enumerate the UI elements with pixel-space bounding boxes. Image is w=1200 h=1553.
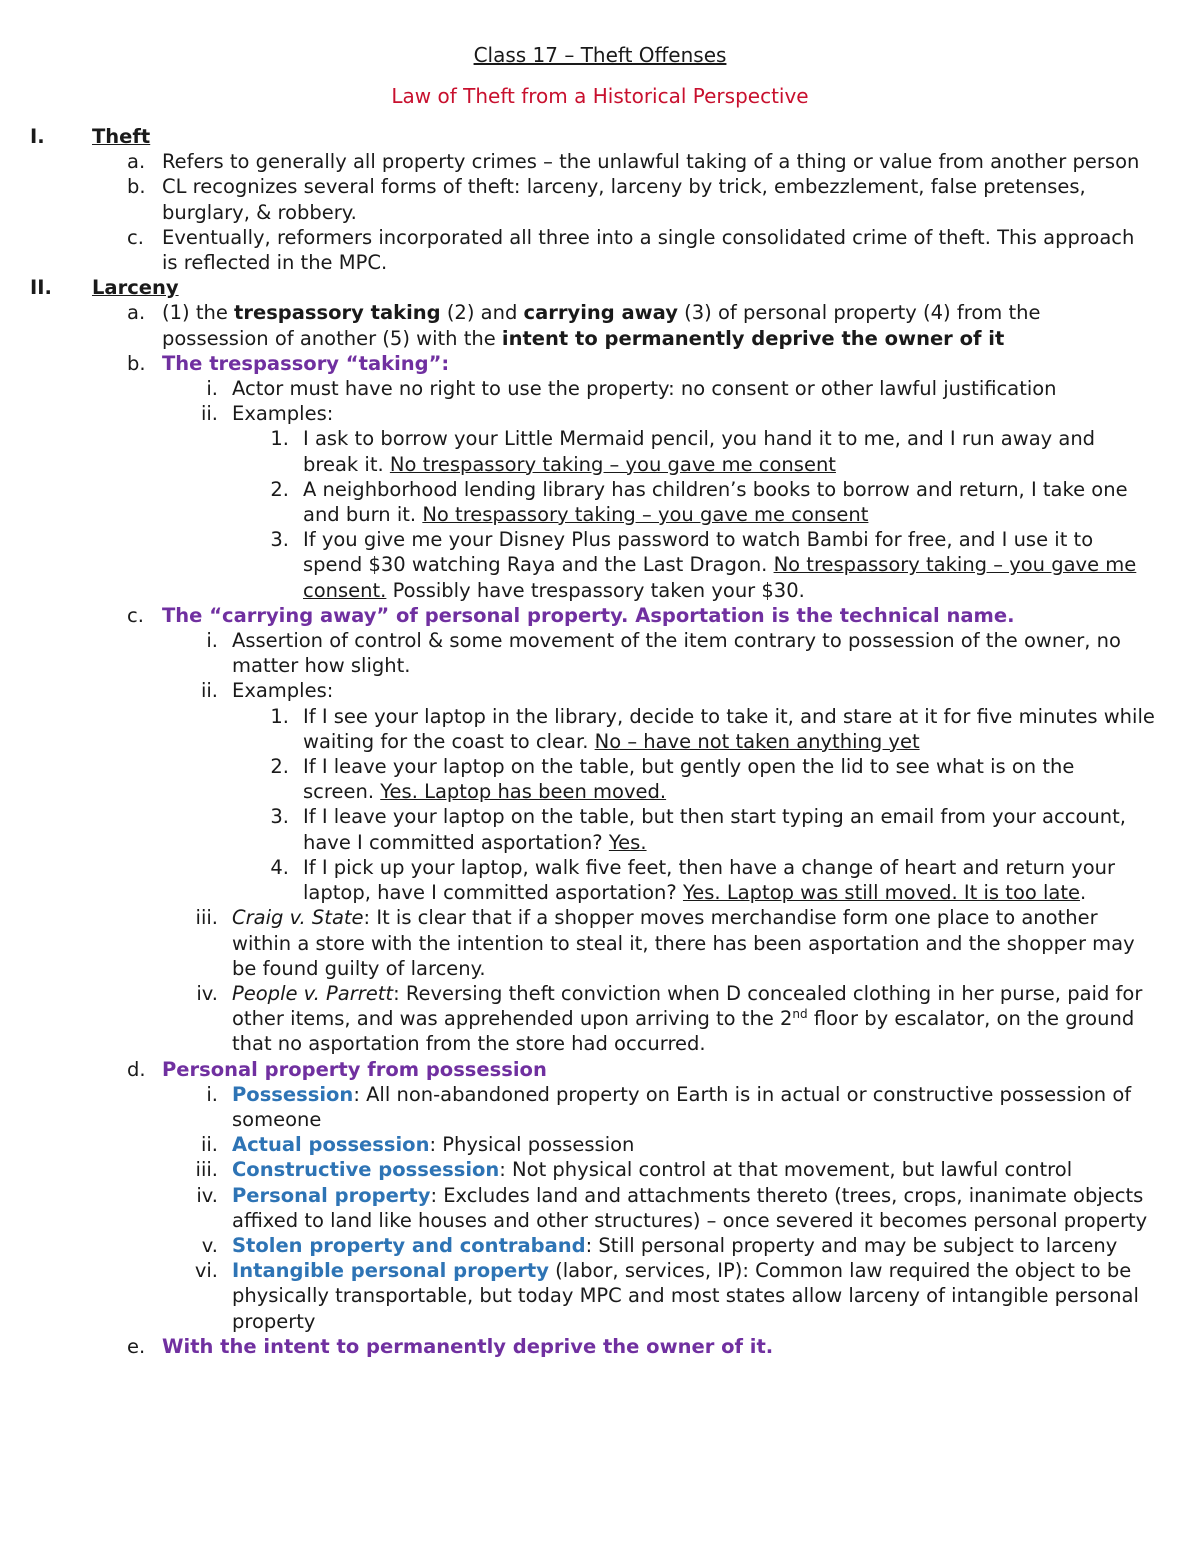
section-theft bbox=[0, 124, 1200, 149]
definition-item bbox=[0, 1157, 1200, 1182]
item-label: c. bbox=[127, 225, 144, 249]
item-label: 2. bbox=[270, 477, 289, 501]
section-larceny bbox=[0, 275, 1200, 300]
item-label: 3. bbox=[270, 528, 289, 552]
list-item bbox=[0, 149, 1200, 174]
item-text: Actual possession: Physical possession bbox=[232, 1133, 635, 1157]
outline bbox=[0, 124, 1200, 1359]
item-heading: The trespassory “taking”: bbox=[162, 351, 450, 375]
item-text: Actor must have no right to use the property: no consent or other lawful justification bbox=[232, 377, 1057, 401]
list-item bbox=[0, 225, 1200, 275]
item-label: ii. bbox=[200, 679, 218, 703]
definition-item bbox=[0, 1233, 1200, 1258]
definition-item bbox=[0, 1183, 1200, 1233]
definition-item bbox=[0, 1132, 1200, 1157]
section-label: I. bbox=[30, 125, 45, 148]
case-craig-v-state bbox=[0, 905, 1200, 981]
example-item bbox=[0, 477, 1200, 527]
item-text: Examples: bbox=[232, 679, 334, 703]
list-item bbox=[0, 628, 1200, 678]
item-label: 1. bbox=[270, 427, 289, 451]
item-text: Intangible personal property (labor, services, IP): Common law required the object to be physically transportable, but today MPC and most states allow larceny of intangible personal property bbox=[232, 1259, 1139, 1333]
example-item bbox=[0, 527, 1200, 603]
item-text: If I see your laptop in the library, decide to take it, and stare at it for five minutes while waiting for the coast to clear. No – have not taken anything yet bbox=[303, 704, 1155, 753]
item-heading: Personal property from possession bbox=[162, 1057, 547, 1081]
item-label: vi. bbox=[194, 1259, 218, 1283]
item-label: c. bbox=[127, 603, 144, 627]
section-heading: Larceny bbox=[92, 276, 179, 300]
item-label: i. bbox=[206, 629, 218, 653]
example-item bbox=[0, 704, 1200, 754]
section-heading: Theft bbox=[92, 125, 151, 148]
item-label: v. bbox=[201, 1233, 218, 1257]
item-text: Stolen property and contraband: Still personal property and may be subject to larceny bbox=[232, 1233, 1118, 1257]
example-item bbox=[0, 855, 1200, 905]
item-label: b. bbox=[127, 175, 146, 199]
item-label: i. bbox=[206, 377, 218, 401]
item-label: i. bbox=[206, 1082, 218, 1106]
item-text: Eventually, reformers incorporated all three into a single consolidated crime of theft. This approach is reflected in the MPC. bbox=[162, 225, 1135, 275]
item-text: Assertion of control & some movement of the item contrary to possession of the owner, no matter how slight. bbox=[232, 629, 1121, 678]
item-label: iv. bbox=[196, 1183, 218, 1207]
item-text: Examples: bbox=[232, 402, 334, 426]
item-label: b. bbox=[127, 351, 146, 375]
item-text: Craig v. State: It is clear that if a shopper moves merchandise form one place to another within a store with the intention to steal it, there has been asportation and the shopper may be found guilty of larceny. bbox=[232, 906, 1135, 980]
list-item bbox=[0, 376, 1200, 401]
subheading-trespassory-taking bbox=[0, 351, 1200, 376]
item-label: iii. bbox=[195, 906, 218, 930]
item-text: I ask to borrow your Little Mermaid pencil, you hand it to me, and I run away and break it. No trespassory taking – you gave me consent bbox=[303, 427, 1096, 476]
item-text: If I leave your laptop on the table, but then start typing an email from your account, have I committed asportation? Yes. bbox=[303, 805, 1126, 854]
section-label: II. bbox=[30, 276, 52, 300]
item-label: e. bbox=[127, 1334, 146, 1358]
document-title: Class 17 – Theft Offenses bbox=[473, 43, 727, 67]
item-label: a. bbox=[127, 301, 146, 325]
item-text: If I pick up your laptop, walk five feet, then have a change of heart and return your laptop, have I committed asportation? Yes. Laptop was still moved. It is too late. bbox=[303, 855, 1116, 905]
item-text: CL recognizes several forms of theft: larceny, larceny by trick, embezzlement, false pretenses, burglary, & robbery. bbox=[162, 175, 1086, 224]
subheading-carrying-away bbox=[0, 603, 1200, 628]
item-label: 4. bbox=[270, 855, 289, 879]
item-label: 3. bbox=[270, 805, 289, 829]
definition-item bbox=[0, 1258, 1200, 1334]
item-text: If I leave your laptop on the table, but gently open the lid to see what is on the screen. Yes. Laptop has been moved. bbox=[303, 755, 1075, 804]
item-label: 1. bbox=[270, 704, 289, 728]
item-heading: The “carrying away” of personal property. Asportation is the technical name. bbox=[162, 603, 1015, 627]
item-label: d. bbox=[127, 1057, 146, 1081]
item-label: a. bbox=[127, 150, 146, 174]
item-text: Possession: All non-abandoned property on Earth is in actual or constructive possession of someone bbox=[232, 1082, 1132, 1131]
item-text: Refers to generally all property crimes – the unlawful taking of a thing or value from another person bbox=[162, 150, 1140, 174]
subheading-intent bbox=[0, 1334, 1200, 1359]
list-item-elements bbox=[0, 300, 1200, 350]
item-heading: With the intent to permanently deprive the owner of it. bbox=[162, 1334, 774, 1358]
item-label: iii. bbox=[195, 1158, 218, 1182]
list-item bbox=[0, 401, 1200, 426]
case-people-v-parrett bbox=[0, 981, 1200, 1057]
list-item bbox=[0, 678, 1200, 703]
item-text: People v. Parrett: Reversing theft conviction when D concealed clothing in her purse, paid for other items, and was apprehended upon arriving to the 2nd floor by escalator, on the ground that no asportation from the store had occurred. bbox=[232, 981, 1143, 1056]
item-text: Personal property: Excludes land and attachments thereto (trees, crops, inanimate objects affixed to land like houses and other structures) – once severed it becomes personal property bbox=[232, 1183, 1148, 1232]
definition-item bbox=[0, 1082, 1200, 1132]
item-label: 2. bbox=[270, 755, 289, 779]
item-label: ii. bbox=[200, 402, 218, 426]
item-text: If you give me your Disney Plus password to watch Bambi for free, and I use it to spend $30 watching Raya and the Last Dragon. No trespassory taking – you gave me consent. Possibly have trespassory taken your $30. bbox=[303, 528, 1137, 602]
example-item bbox=[0, 804, 1200, 854]
list-item bbox=[0, 174, 1200, 224]
example-item bbox=[0, 754, 1200, 804]
item-text: (1) the trespassory taking (2) and carrying away (3) of personal property (4) from the possession of another (5) with the intent to permanently deprive the owner of it bbox=[162, 301, 1041, 350]
item-text: A neighborhood lending library has children’s books to borrow and return, I take one and burn it. No trespassory taking – you gave me consent bbox=[303, 477, 1128, 527]
item-label: ii. bbox=[200, 1133, 218, 1157]
subheading-personal-property bbox=[0, 1057, 1200, 1082]
document-subtitle: Law of Theft from a Historical Perspective bbox=[391, 84, 809, 108]
example-item bbox=[0, 426, 1200, 476]
item-text: Constructive possession: Not physical control at that movement, but lawful control bbox=[232, 1158, 1073, 1182]
item-label: iv. bbox=[196, 981, 218, 1005]
